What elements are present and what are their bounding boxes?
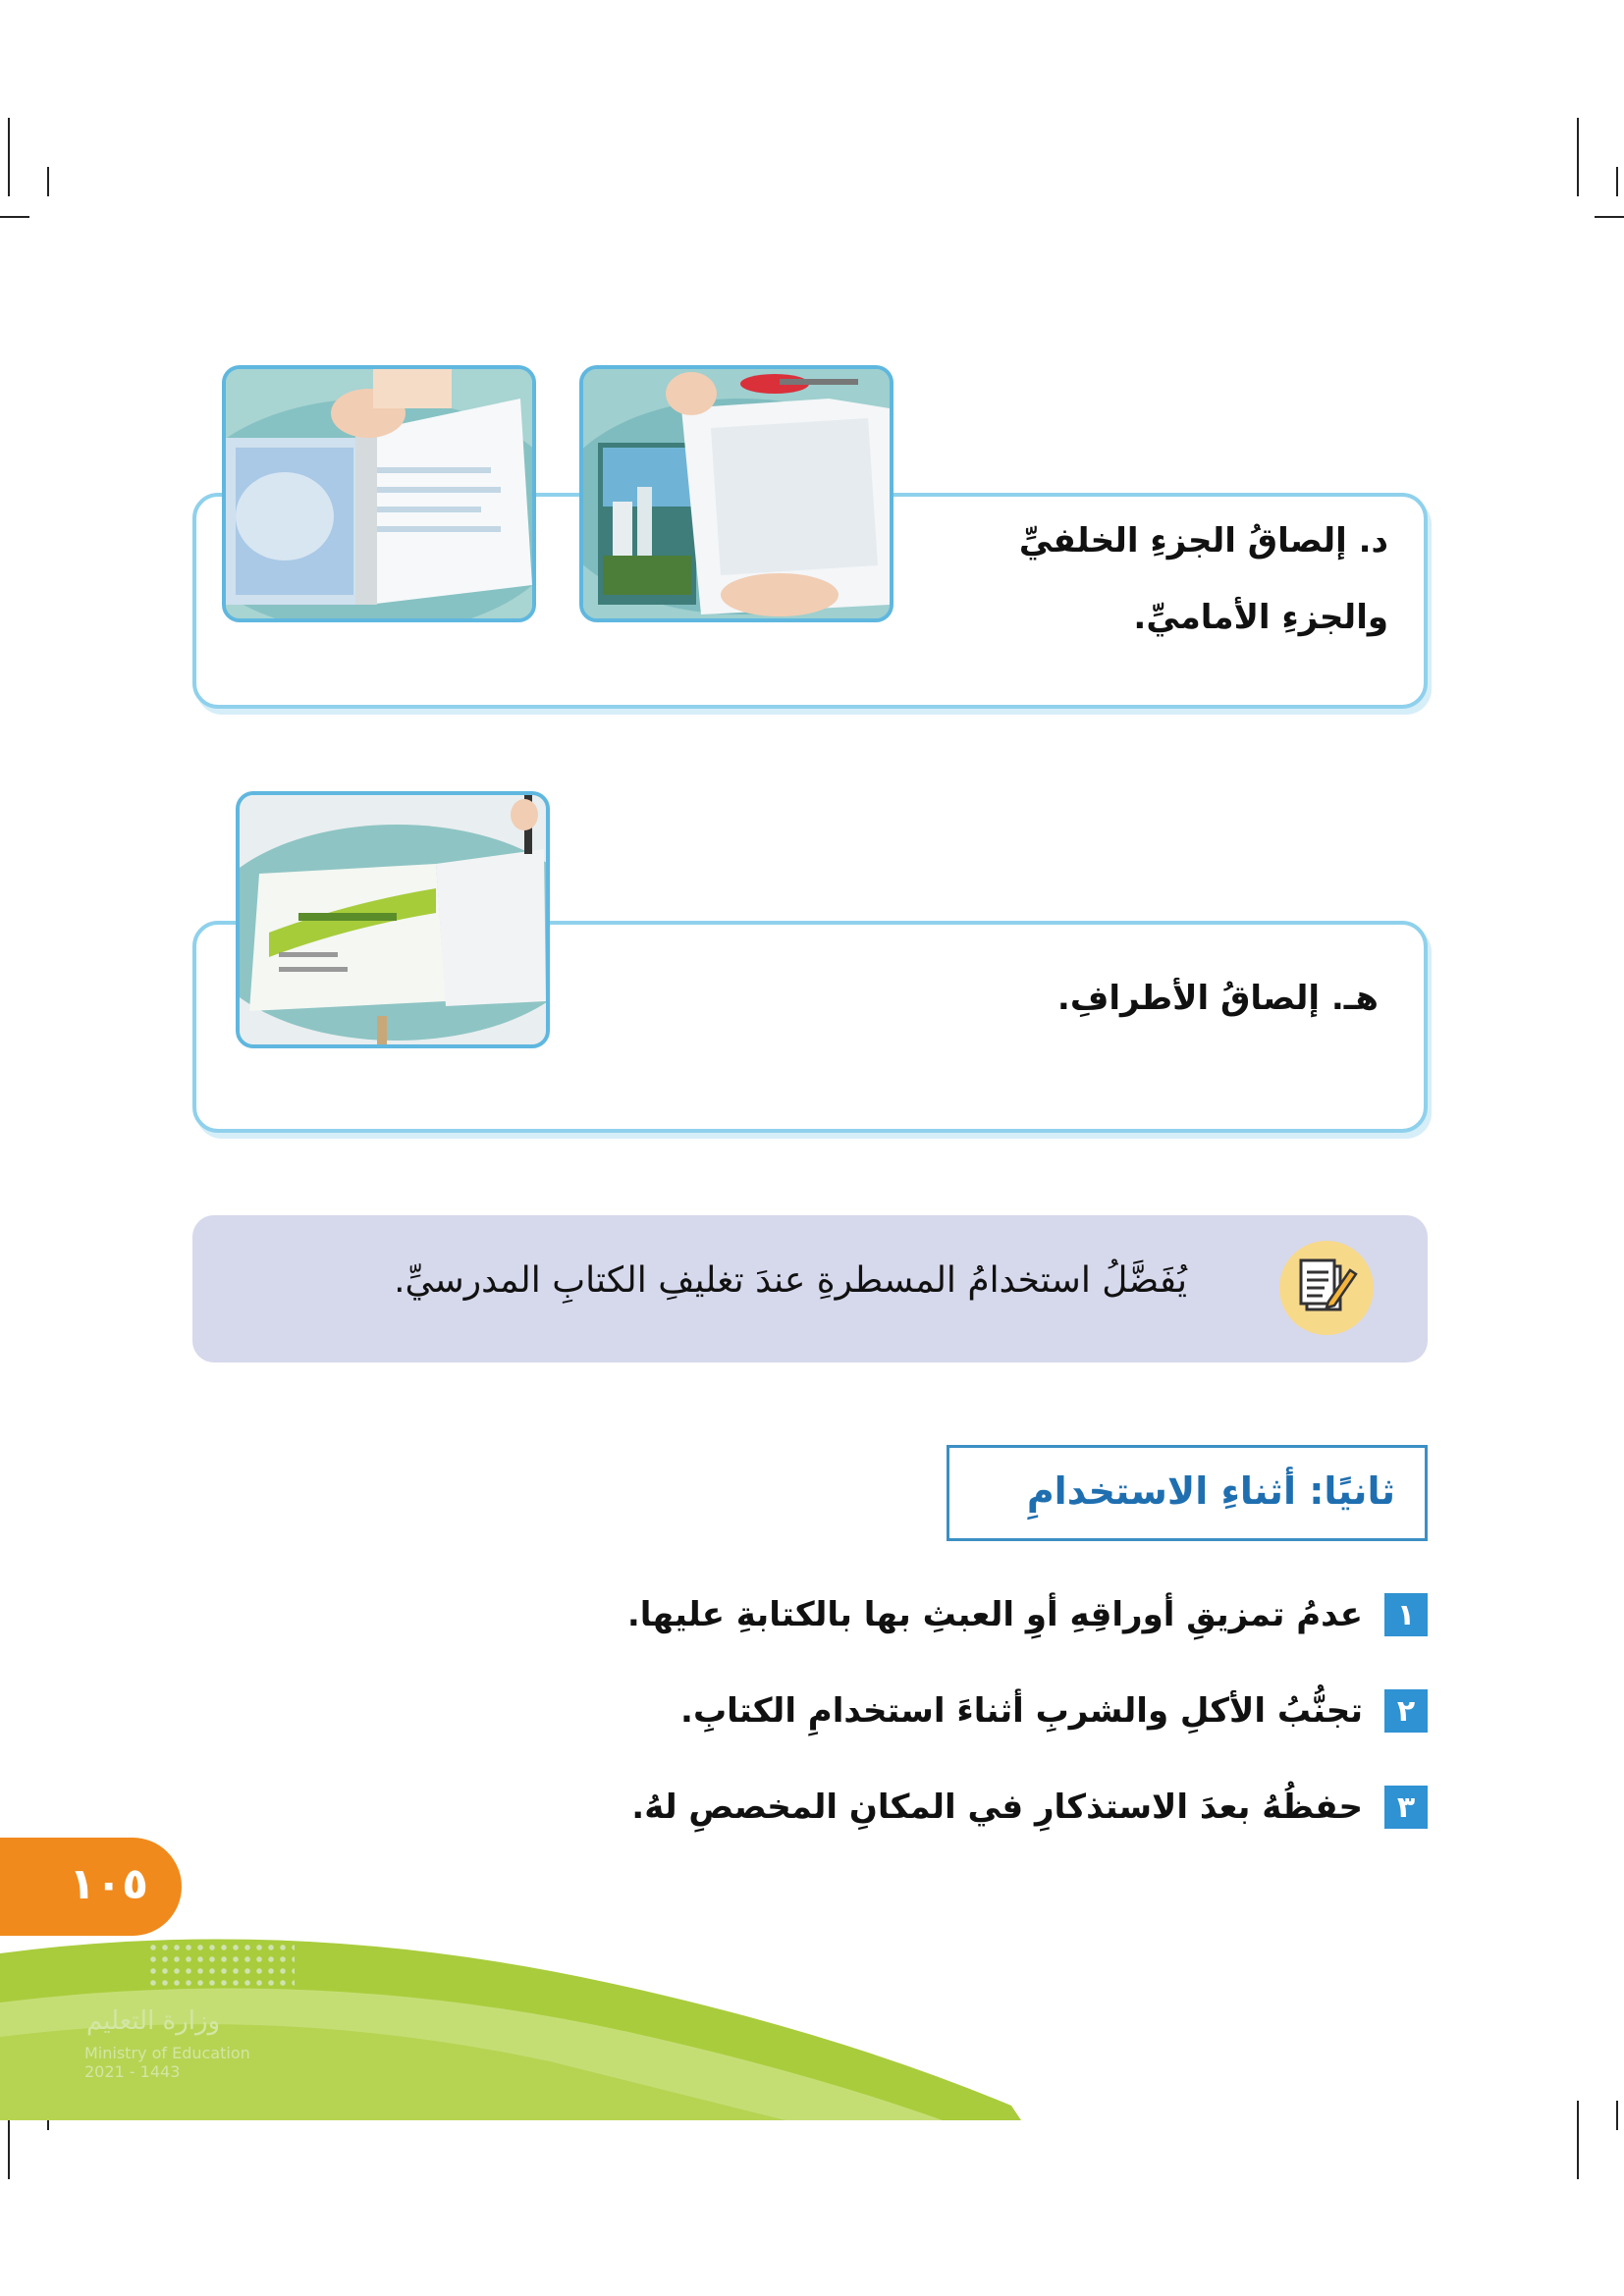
list-number-badge: ٢: [1384, 1689, 1428, 1733]
crop-mark: [1577, 2101, 1579, 2179]
page-number-tab: [0, 1838, 182, 1936]
list-item: [631, 1785, 1428, 1830]
tip-note-text: يُفَضَّلُ استخدامُ المسطرةِ عندَ تغليفِ الكتابِ المدرسيِّ.: [394, 1260, 1187, 1301]
ministry-logo-english: Ministry of Education: [84, 2044, 250, 2062]
crop-mark: [47, 167, 49, 196]
step-d-photo-left: [222, 365, 536, 622]
tip-note: [192, 1215, 1428, 1362]
list-item: [680, 1688, 1428, 1734]
list-number-badge: ٣: [1384, 1786, 1428, 1829]
crop-mark: [8, 118, 10, 196]
crop-mark: [1595, 216, 1624, 218]
step-d-photo-right: [579, 365, 893, 622]
ministry-logo-text: وزارة التعليم: [86, 2006, 221, 2036]
step-h-label: [1057, 960, 1379, 1037]
list-item: [627, 1592, 1428, 1637]
step-d-line1: د. إلصاقُ الجزءِ الخلفيِّ: [1018, 521, 1388, 561]
step-d-label: [1019, 503, 1388, 656]
crop-mark: [1616, 167, 1618, 196]
list-item-text: حفظُهُ بعدَ الاستذكارِ في المكانِ المخصصِ لهُ.: [631, 1788, 1363, 1827]
list-item-text: تجنُّبُ الأكلِ والشربِ أثناءَ استخدامِ الكتابِ.: [680, 1691, 1363, 1731]
step-d-line2: والجزءِ الأماميِّ.: [1133, 598, 1388, 637]
ministry-dot-pattern: [147, 1942, 295, 1989]
crop-mark: [1616, 2101, 1618, 2130]
list-item-text: عدمُ تمزيقِ أوراقِهِ أوِ العبثِ بها بالكتابةِ عليها.: [626, 1595, 1363, 1634]
crop-mark: [1577, 118, 1579, 196]
list-number-badge: ١: [1384, 1593, 1428, 1636]
step-h-photo: [236, 791, 550, 1048]
crop-mark: [0, 216, 29, 218]
page-number: ١٠٥: [69, 1859, 148, 1909]
ministry-logo-year: 2021 - 1443: [84, 2062, 181, 2081]
section-title: ثانيًا: أثناءِ الاستخدامِ: [1026, 1469, 1395, 1513]
notepad-pencil-icon: [1279, 1241, 1374, 1335]
section-heading-box: [947, 1445, 1428, 1541]
ministry-logo-sub: [84, 2044, 250, 2081]
step-h-line1: هـ. إلصاقُ الأطرافِ.: [1056, 979, 1379, 1018]
